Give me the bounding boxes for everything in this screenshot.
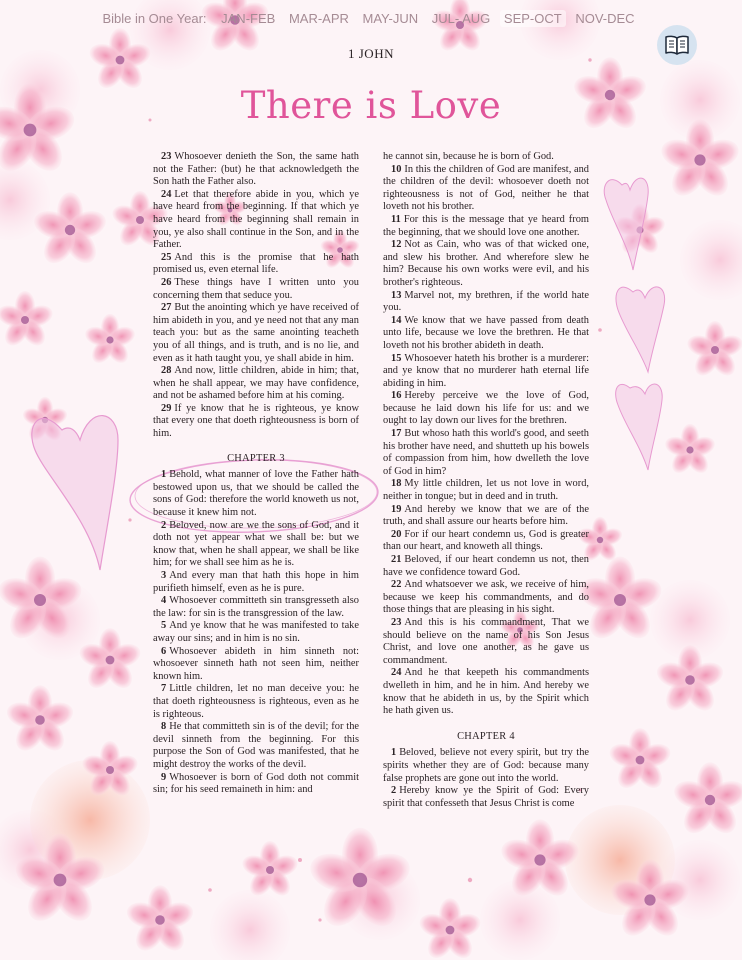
scripture-column-right bbox=[383, 151, 589, 810]
nav-link-nov-dec[interactable]: NOV-DEC bbox=[575, 11, 635, 26]
verse-text: Beloved, if our heart condemn us not, then have we confidence toward God. bbox=[383, 554, 589, 578]
verse bbox=[153, 277, 359, 302]
verse-number: 19 bbox=[391, 503, 402, 515]
verse bbox=[153, 252, 359, 277]
verse bbox=[383, 747, 589, 785]
verse bbox=[383, 214, 589, 239]
verse-number: 6 bbox=[161, 645, 167, 657]
verse-number: 23 bbox=[161, 151, 172, 162]
verse-number: 3 bbox=[161, 570, 167, 581]
nav-link-may-jun[interactable]: MAY-JUN bbox=[362, 11, 419, 26]
verse-number: 9 bbox=[161, 771, 167, 783]
chapter-heading: CHAPTER 4 bbox=[457, 730, 515, 742]
verse-text: Not as Cain, who was of that wicked one, and slew his brother. And wherefore slew he him? Because his own works were evil, and his brother's righteous. bbox=[383, 239, 589, 288]
verse bbox=[153, 189, 359, 252]
verse-text: But the anointing which ye have received of him abideth in you, and ye need not that any man teach you: but as the same anointing teacheth you of all things, and is truth, and is no lie, and even as it hath taught you, ye shall abide in him. bbox=[153, 302, 359, 364]
verse-number: 28 bbox=[161, 365, 172, 377]
verse-number: 20 bbox=[391, 528, 402, 540]
verse-number: 26 bbox=[161, 276, 172, 288]
verse bbox=[153, 151, 359, 189]
verse-text: Behold, what manner of love the Father hath bestowed upon us, that we should be called the sons of God: therefore the world knoweth us not, because it knew him not. bbox=[153, 469, 359, 519]
verse-number: 8 bbox=[161, 721, 167, 733]
verse-number: 2 bbox=[391, 785, 397, 797]
verse bbox=[383, 617, 589, 667]
book-name: 1 JOHN bbox=[348, 46, 394, 61]
verse-number: 10 bbox=[391, 163, 402, 175]
verse bbox=[153, 721, 359, 771]
verse-highlighted bbox=[153, 469, 359, 519]
verse bbox=[153, 570, 359, 595]
verse bbox=[383, 428, 589, 478]
verse bbox=[383, 315, 589, 353]
verse-text: Whosoever committeth sin transgresseth also the law: for sin is the transgression of the law. bbox=[153, 595, 359, 619]
verse-text: Hereby know ye the Spirit of God: Every spirit that confesseth that Jesus Christ is come bbox=[383, 785, 589, 809]
verse-number: 25 bbox=[161, 251, 172, 263]
verse-number: 29 bbox=[161, 402, 172, 414]
verse bbox=[383, 554, 589, 579]
verse-text: And this is his commandment, That we should believe on the name of his Son Jesus Christ, and love one another, as he gave us commandment. bbox=[383, 616, 589, 666]
scripture-column-left bbox=[153, 151, 359, 797]
verse-text: Beloved, believe not every spirit, but try the spirits whether they are of God: because many false prophets are gone out into the world. bbox=[383, 747, 589, 784]
verse bbox=[153, 403, 359, 441]
verse-number: 7 bbox=[161, 683, 167, 695]
verse-number: 21 bbox=[391, 554, 402, 565]
verse-text: And hereby we know that we are of the truth, and shall assure our hearts before him. bbox=[383, 503, 589, 528]
verse bbox=[153, 302, 359, 365]
nav-link-mar-apr[interactable]: MAR-APR bbox=[288, 11, 349, 26]
verse-number: 24 bbox=[161, 188, 172, 200]
verse bbox=[153, 595, 359, 620]
verse-number: 14 bbox=[391, 314, 402, 326]
verse bbox=[153, 646, 359, 684]
verse bbox=[153, 365, 359, 403]
verse bbox=[383, 353, 589, 391]
verse-continued bbox=[383, 151, 589, 164]
verse-text: Let that therefore abide in you, which ye have heard from the beginning. If that which ye have heard from the beginning shall remain in you, ye also shall continue in the Son, and in the Father. bbox=[153, 188, 359, 251]
verse bbox=[383, 785, 589, 810]
verse-text: And this is the promise that he hath promised us, even eternal life. bbox=[153, 251, 359, 276]
verse-text: If ye know that he is righteous, ye know that every one that doeth righteousness is born of him. bbox=[153, 402, 359, 440]
verse bbox=[153, 772, 359, 797]
verse-text: He that committeth sin is of the devil; for the devil sinneth from the beginning. For this purpose the Son of God was manifested, that he might destroy the works of the devil. bbox=[153, 721, 359, 770]
nav-prefix-label: Bible in One Year: bbox=[102, 11, 207, 26]
verse-number: 13 bbox=[391, 289, 402, 301]
verse-number: 4 bbox=[161, 595, 167, 607]
verse-text: Hereby perceive we the love of God, because he laid down his life for us: and we ought to lay down our lives for the brethren. bbox=[383, 390, 589, 427]
chapter-heading: CHAPTER 3 bbox=[227, 452, 285, 464]
verse-text: But whoso hath this world's good, and seeth his brother have need, and shutteth up his bowels of compassion from him, how dwelleth the love of God in him? bbox=[383, 428, 589, 477]
verse-text: And whatsoever we ask, we receive of him, because we keep his commandments, and do those things that are pleasing in his sight. bbox=[383, 579, 589, 616]
verse-text: Beloved, now are we the sons of God, and it doth not yet appear what we shall be: but we know that, when he shall appear, we shall be like him; for we shall see him as he is. bbox=[153, 519, 359, 569]
verse bbox=[153, 520, 359, 570]
verse-number: 2 bbox=[161, 519, 167, 531]
verse bbox=[153, 620, 359, 645]
verse bbox=[383, 390, 589, 428]
verse-text: In this the children of God are manifest, and the children of the devil: whosoever doeth not righteousness is not of God, neither he that loveth not his brother. bbox=[383, 163, 589, 213]
verse-text: Whosoever abideth in him sinneth not: whosoever sinneth hath not seen him, neither known him. bbox=[153, 645, 359, 682]
verse-text: Whosoever is born of God doth not commit sin; for his seed remaineth in him: and bbox=[153, 771, 359, 796]
verse-text: We know that we have passed from death unto life, because we love the brethren. He that loveth not his brother abideth in death. bbox=[383, 314, 589, 351]
verse-number: 15 bbox=[391, 352, 402, 364]
verse-text: My little children, let us not love in word, neither in tongue; but in deed and in truth. bbox=[383, 478, 589, 503]
verse-number: 5 bbox=[161, 620, 167, 632]
verse-number: 27 bbox=[161, 302, 172, 314]
verse bbox=[383, 290, 589, 315]
verse bbox=[383, 667, 589, 717]
verse-number: 12 bbox=[391, 239, 402, 251]
verse bbox=[383, 239, 589, 289]
page-title: There is Love bbox=[240, 84, 502, 127]
verse-number: 1 bbox=[161, 469, 167, 481]
verse-number: 11 bbox=[391, 213, 401, 225]
verse-text: Whosoever denieth the Son, the same hath not the Father: (but) he that acknowledgeth the Son hath the Father also. bbox=[153, 151, 359, 188]
verse-text: And he that keepeth his commandments dwelleth in him, and he in him. And hereby we know that he abideth in us, by the Spirit which he hath given us. bbox=[383, 667, 589, 717]
verse-text: Little children, let no man deceive you: he that doeth righteousness is righteous, even as he is righteous. bbox=[153, 683, 359, 720]
verse-text: Marvel not, my brethren, if the world hate you. bbox=[383, 289, 589, 314]
verse-number: 17 bbox=[391, 428, 402, 440]
verse-number: 16 bbox=[391, 390, 402, 402]
verse bbox=[383, 478, 589, 503]
verse bbox=[383, 504, 589, 529]
verse-number: 24 bbox=[391, 667, 402, 679]
nav-link-sep-oct[interactable]: SEP-OCT bbox=[500, 10, 566, 27]
verse-text: These things have I written unto you concerning them that seduce you. bbox=[153, 276, 359, 301]
verse bbox=[383, 579, 589, 617]
verse-number: 23 bbox=[391, 616, 402, 628]
verse-text: And every man that hath this hope in him purifieth himself, even as he is pure. bbox=[153, 570, 359, 594]
verse-text: For this is the message that ye heard from the beginning, that we should love one another. bbox=[383, 213, 589, 238]
verse-number: 1 bbox=[391, 747, 397, 759]
verse bbox=[383, 529, 589, 554]
verse-text: For if our heart condemn us, God is greater than our heart, and knoweth all things. bbox=[383, 528, 589, 553]
verse-text: And ye know that he was manifested to take away our sins; and in him is no sin. bbox=[153, 620, 359, 644]
nav-link-jan-feb[interactable]: JAN-FEB bbox=[221, 11, 276, 26]
verse-number: 22 bbox=[391, 579, 402, 591]
verse bbox=[383, 164, 589, 214]
verse-text: Whosoever hateth his brother is a murderer: and ye know that no murderer hath eternal life abiding in him. bbox=[383, 352, 589, 389]
nav-link-jul-aug[interactable]: JUL- AUG bbox=[431, 11, 491, 26]
verse bbox=[153, 683, 359, 721]
verse-number: 18 bbox=[391, 478, 402, 490]
verse-text: And now, little children, abide in him; that, when he shall appear, we may have confidence, and not be ashamed before him at his coming. bbox=[153, 365, 359, 402]
verse-text: he cannot sin, because he is born of God. bbox=[383, 151, 554, 162]
year-plan-nav bbox=[0, 10, 742, 27]
